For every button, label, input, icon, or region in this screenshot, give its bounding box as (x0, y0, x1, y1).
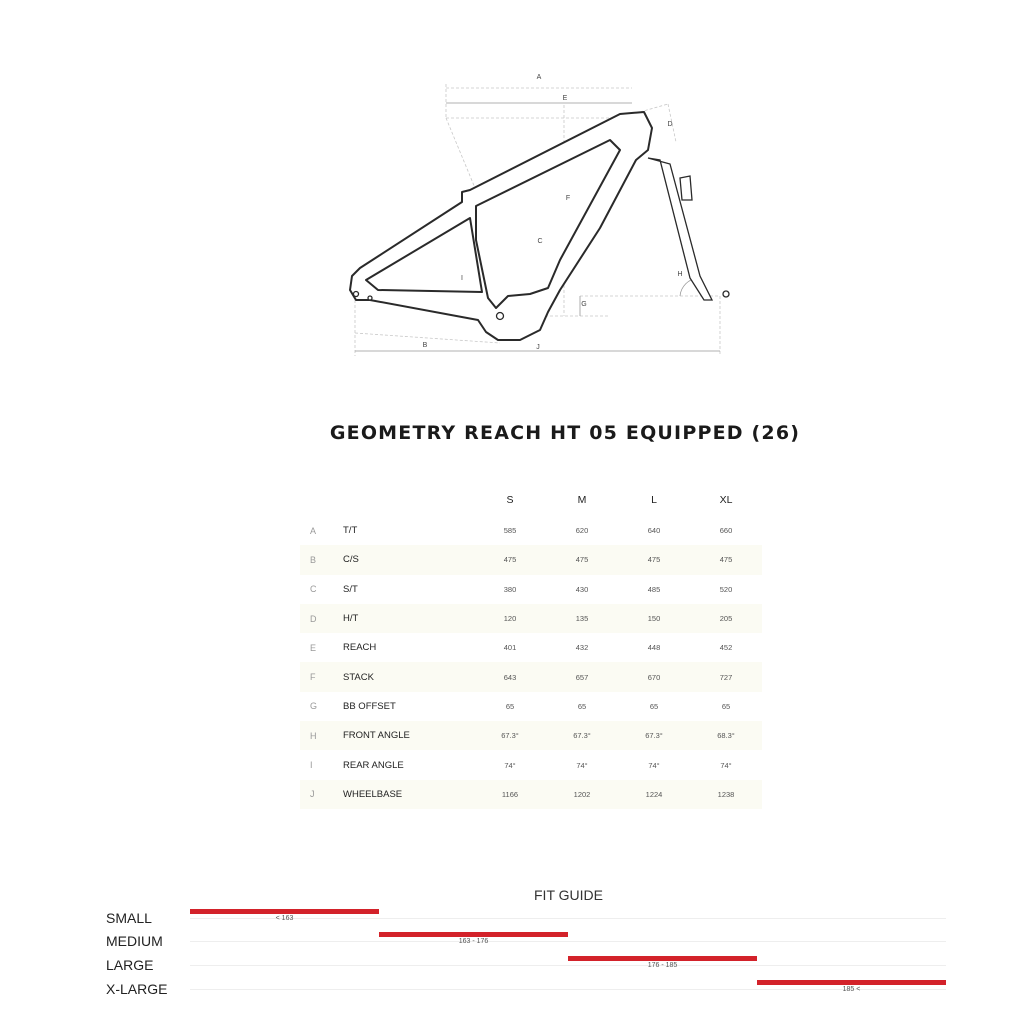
dim-label-e: E (562, 95, 568, 102)
row-letter: F (310, 672, 316, 683)
table-row (300, 545, 762, 574)
size-header: L (651, 494, 657, 506)
table-cell: 65 (721, 701, 731, 711)
table-cell: 205 (719, 614, 733, 624)
size-header: S (506, 494, 514, 506)
dim-label-b: B (422, 342, 428, 349)
row-letter: G (310, 701, 318, 712)
table-cell: 67.3° (573, 731, 591, 741)
row-letter: D (310, 613, 317, 624)
fit-height-range: 185 < (842, 986, 861, 993)
row-parameter: WHEELBASE (343, 788, 403, 800)
table-cell: 640 (647, 526, 661, 536)
table-cell: 643 (503, 672, 517, 682)
table-row (300, 692, 762, 721)
table-cell: 150 (647, 614, 661, 624)
page-title: GEOMETRY REACH HT 05 EQUIPPED (26) (329, 422, 801, 444)
row-parameter: REACH (343, 642, 377, 654)
table-cell: 65 (649, 701, 659, 711)
table-cell: 475 (503, 555, 517, 565)
row-letter: A (310, 525, 317, 536)
size-header: M (577, 494, 587, 506)
fit-range-bar (757, 980, 946, 985)
table-cell: 380 (503, 584, 517, 594)
table-cell: 727 (719, 672, 733, 682)
table-cell: 135 (575, 614, 589, 624)
table-cell: 485 (647, 584, 661, 594)
row-parameter: STACK (343, 671, 374, 683)
table-cell: 432 (575, 643, 589, 653)
fit-size-label: SMALL (106, 910, 152, 926)
table-cell: 74° (720, 760, 732, 770)
table-cell: 620 (575, 526, 589, 536)
row-parameter: T/T (343, 525, 358, 537)
table-row (300, 721, 762, 750)
fit-guide-title: FIT GUIDE (534, 887, 603, 903)
table-row (300, 516, 762, 545)
row-letter: H (310, 730, 317, 741)
table-row (300, 633, 762, 662)
table-cell: 67.3° (501, 731, 519, 741)
fit-size-label: MEDIUM (106, 933, 163, 949)
frame-geometry-diagram (330, 60, 750, 370)
fit-height-range: < 163 (275, 915, 294, 922)
row-letter: I (310, 760, 313, 771)
row-parameter: S/T (343, 583, 358, 595)
row-parameter: FRONT ANGLE (343, 730, 410, 742)
table-cell: 1224 (645, 789, 663, 799)
table-cell: 74° (648, 760, 660, 770)
table-row (300, 575, 762, 604)
table-row (300, 780, 762, 809)
fit-size-label: X-LARGE (106, 981, 168, 997)
dim-label-i: I (461, 275, 463, 282)
fit-height-range: 176 - 185 (647, 962, 678, 969)
dim-label-c: C (537, 238, 543, 245)
table-cell: 475 (719, 555, 733, 565)
row-parameter: C/S (343, 554, 359, 566)
row-letter: C (310, 584, 317, 595)
dim-label-h: H (677, 271, 683, 278)
fit-height-range: 163 - 176 (458, 938, 489, 945)
table-cell: 475 (647, 555, 661, 565)
row-letter: E (310, 642, 317, 653)
fit-size-label: LARGE (106, 957, 154, 973)
geometry-rows (300, 516, 762, 809)
table-cell: 65 (577, 701, 587, 711)
dim-label-d: D (667, 121, 673, 128)
table-cell: 401 (503, 643, 517, 653)
table-row (300, 750, 762, 779)
fit-range-bar (379, 932, 568, 937)
fit-track (190, 941, 946, 942)
dim-label-g: G (581, 301, 587, 308)
geometry-header-row (300, 484, 762, 516)
size-header: XL (719, 494, 733, 506)
table-cell: 67.3° (645, 731, 663, 741)
table-cell: 74° (504, 760, 516, 770)
table-row (300, 604, 762, 633)
table-cell: 585 (503, 526, 517, 536)
table-cell: 1166 (501, 789, 519, 799)
table-cell: 120 (503, 614, 517, 624)
row-letter: B (310, 554, 317, 565)
table-cell: 452 (719, 643, 733, 653)
table-cell: 430 (575, 584, 589, 594)
row-parameter: REAR ANGLE (343, 759, 404, 771)
table-cell: 448 (647, 643, 661, 653)
table-row (300, 662, 762, 691)
fit-range-bar (568, 956, 757, 961)
row-parameter: H/T (343, 613, 359, 625)
table-cell: 74° (576, 760, 588, 770)
table-cell: 65 (505, 701, 515, 711)
dim-label-f: F (565, 195, 571, 202)
row-letter: J (310, 789, 315, 800)
table-cell: 475 (575, 555, 589, 565)
table-cell: 68.3° (717, 731, 735, 741)
row-parameter: BB OFFSET (343, 700, 396, 712)
table-cell: 1202 (573, 789, 591, 799)
table-cell: 657 (575, 672, 589, 682)
dim-label-a: A (536, 74, 542, 81)
table-cell: 520 (719, 584, 733, 594)
geometry-table (300, 484, 762, 809)
dim-label-j: J (536, 344, 540, 351)
table-cell: 670 (647, 672, 661, 682)
table-cell: 1238 (717, 789, 735, 799)
fit-range-bar (190, 909, 379, 914)
table-cell: 660 (719, 526, 733, 536)
